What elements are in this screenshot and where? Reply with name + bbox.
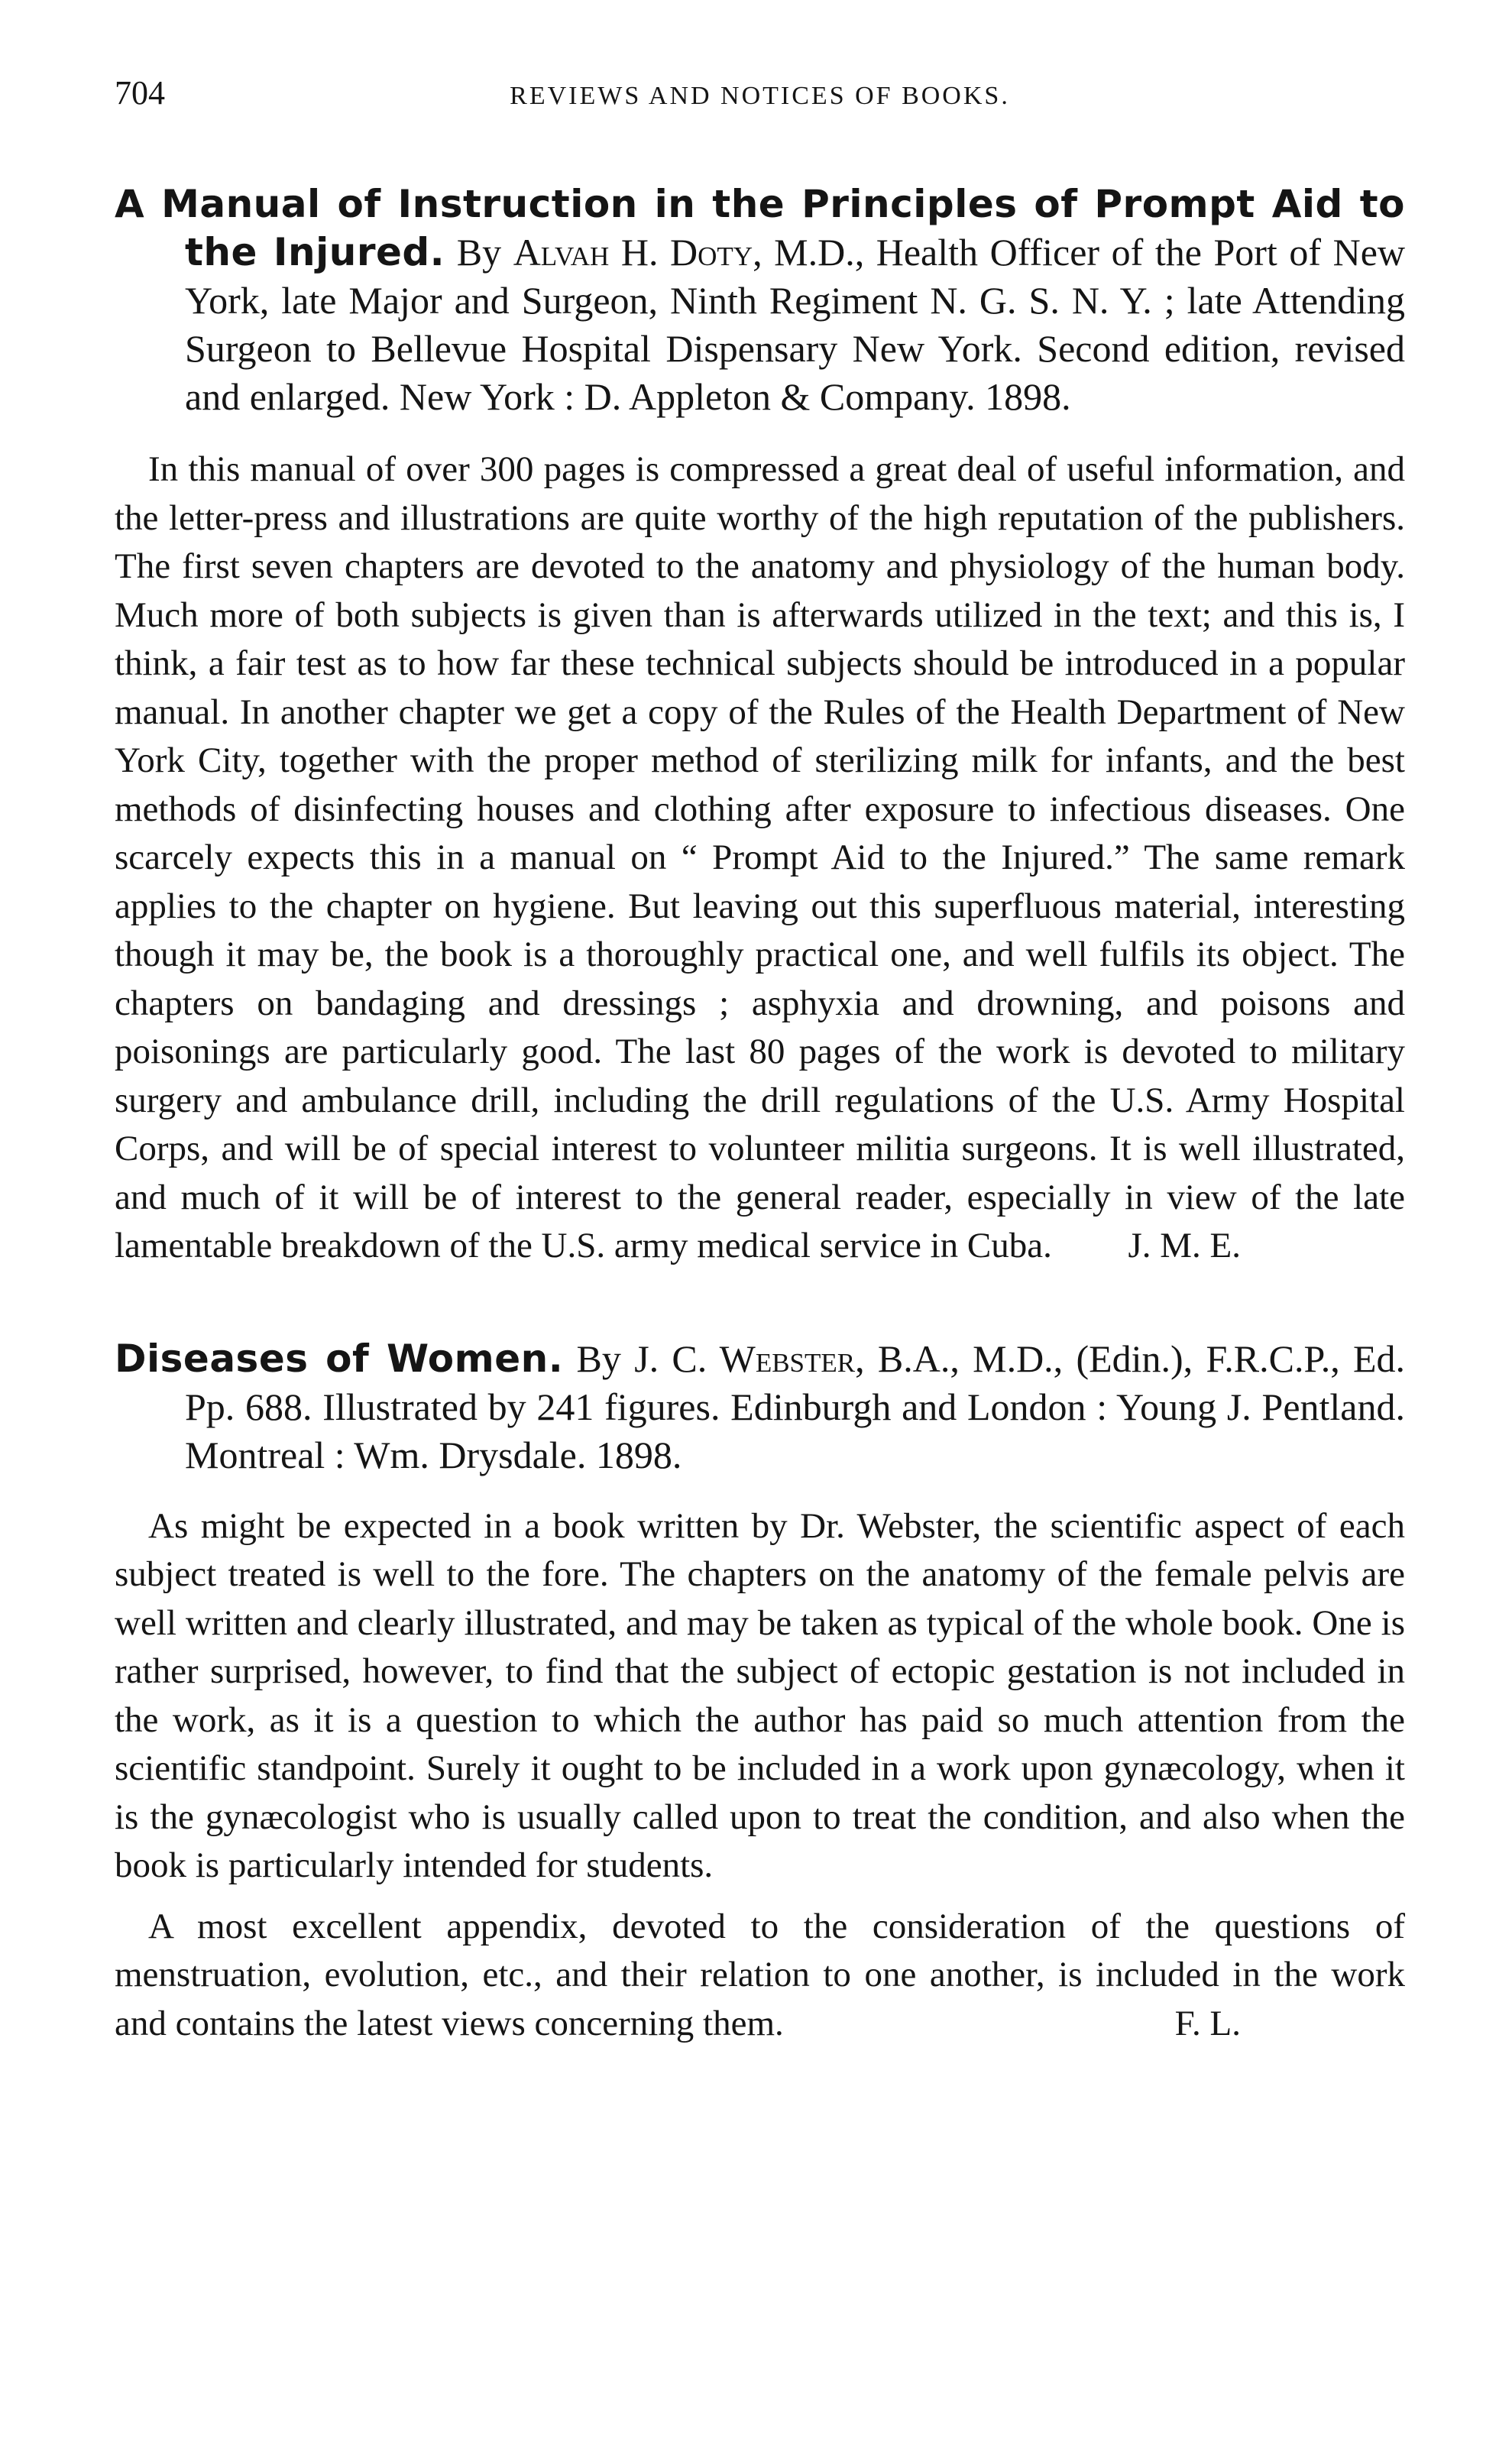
- review-prompt-aid: [115, 180, 1405, 1271]
- book-title: Diseases of Women.: [115, 1336, 564, 1381]
- reviewer-signature: J. M. E.: [1128, 1226, 1241, 1265]
- running-title: REVIEWS AND NOTICES OF BOOKS.: [510, 82, 1010, 110]
- running-head: [115, 73, 1405, 119]
- page-number: 704: [115, 74, 165, 112]
- book-details: , B.A., M.D., (Edin.), F.R.C.P., Ed. Pp. 688. Illustrated by 241 figures. Edinburgh and London : Young J. Pentland. Montreal : Wm. Drysdale. 1898.: [185, 1337, 1406, 1476]
- section-gap: [115, 1271, 1405, 1335]
- citation-by: By: [456, 231, 502, 274]
- reviewer-signature: F. L.: [1174, 2003, 1241, 2043]
- book-author: Alvah H. Doty: [513, 231, 753, 274]
- book-author: J. C. Webster: [634, 1337, 856, 1380]
- review-paragraph: In this manual of over 300 pages is compressed a great deal of useful information, and the letter-press and illustrations are quite worthy of the high reputation of the publishers. The first seven chapters are devoted to the anatomy and physiology of the human body. Much more of both subjects is given than is afterwards utilized in the text; and this is, I think, a fair test as to how far these technical subjects should be introduced in a popular manual. In another chapter we get a copy of the Rules of the Health Department of New York City, together with the proper method of sterilizing milk for infants, and the best methods of disinfecting houses and clothing after exposure to infectious diseases. One scarcely expects this in a manual on “ Prompt Aid to the Injured.” The same remark applies to the chapter on hygiene. But leaving out this superfluous material, interesting though it may be, the book is a thoroughly practical one, and well fulfils its object. The chapters on bandaging and dressings ; asphyxia and drowning, and poisons and poisonings are particularly good. The last 80 pages of the work is devoted to military surgery and ambulance drill, including the drill regulations of the U.S. Army Hospital Corps, and will be of special interest to volunteer militia surgeons. It is well illustrated, and much of it will be of interest to the general reader, especially in view of the late lamentable breakdown of the U.S. army medical service in Cuba.: [115, 449, 1405, 1265]
- citation-by: By: [576, 1337, 621, 1380]
- review-paragraph: As might be expected in a book written by Dr. Webster, the scientific aspect of each subject treated is well to the fore. The chapters on the anatomy of the female pelvis are well written and clearly illustrated, and may be taken as typical of the whole book. One is rather surprised, however, to find that the subject of ectopic gestation is not included in the work, as it is a question to which the author has paid so much attention from the scientific standpoint. Surely it ought to be included in a work upon gynæcology, when it is the gynæcologist who is usually called upon to treat the condition, and also when the book is particularly intended for students.: [115, 1505, 1405, 1885]
- review-diseases-of-women: [115, 1335, 1405, 2049]
- review-paragraph: A most excellent appendix, devoted to the consideration of the questions of menstruation, evolution, etc., and their relation to one another, is included in the work and contains the latest views concerning them.: [115, 1906, 1405, 2043]
- book-title: A Manual of Instruction in the Principles of Prompt Aid to the Injured.: [115, 182, 1405, 274]
- review-citation: [115, 1335, 1405, 1479]
- review-citation: [115, 180, 1405, 421]
- book-details: , M.D., Health Officer of the Port of New York, late Major and Surgeon, Ninth Regiment N. G. S. N. Y. ; late Attending Surgeon to Bellevue Hospital Dispensary New York. Second edition, revised and enlarged. New York : D. Appleton & Company. 1898.: [185, 231, 1406, 418]
